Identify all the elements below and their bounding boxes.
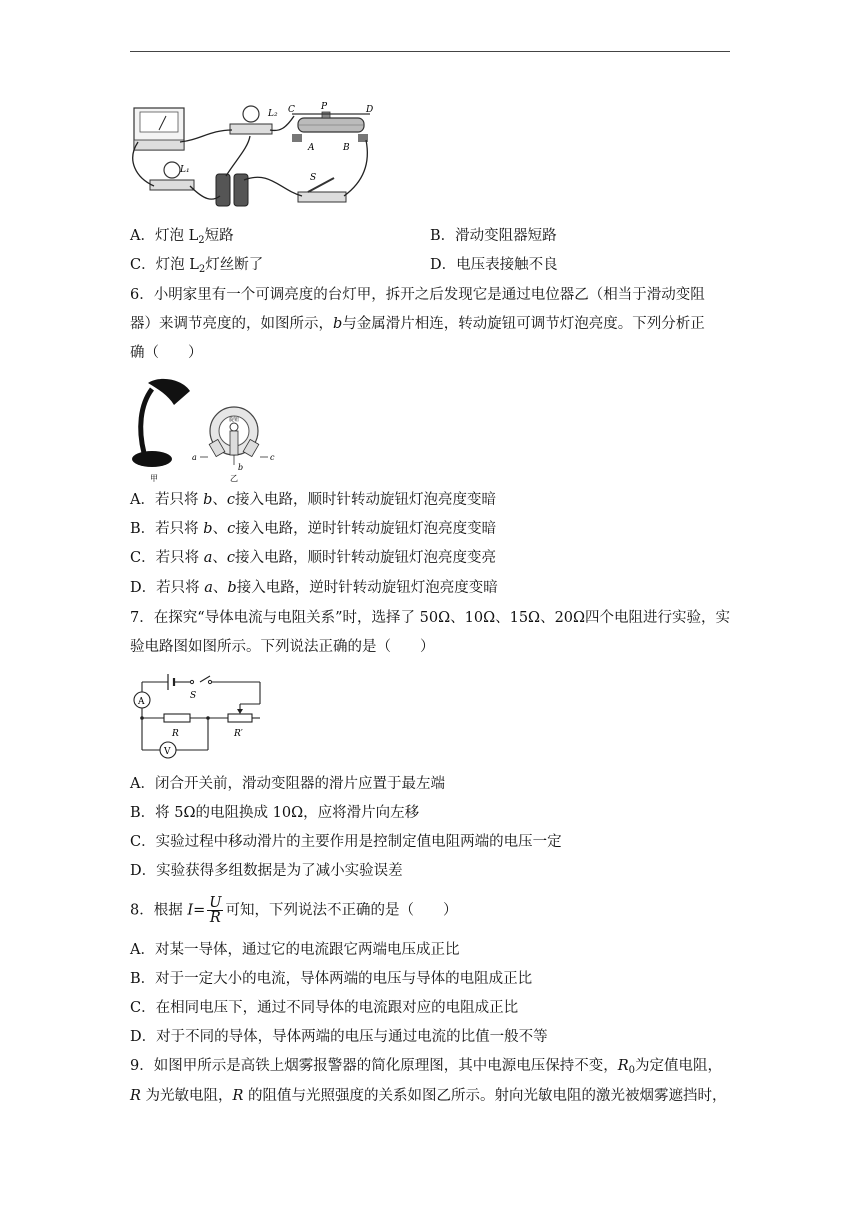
label-a-terminal: a bbox=[192, 453, 197, 462]
label-knob: 旋钮 bbox=[229, 417, 240, 423]
q7-circuit-diagram bbox=[130, 668, 270, 768]
q8-option-d: D．对于不同的导体，导体两端的电压与通过电流的比值一般不等 bbox=[130, 1029, 548, 1045]
q9-stem-line1: 9．如图甲所示是高铁上烟雾报警器的简化原理图，其中电源电压保持不变，$R_0$为定值电阻， bbox=[130, 1058, 723, 1076]
label-rheostat: R′ bbox=[234, 729, 243, 739]
label-switch: S bbox=[190, 691, 197, 701]
header-rule bbox=[130, 51, 730, 52]
q8-option-a: A．对某一导体，通过它的电流跟它两端电压成正比 bbox=[130, 942, 460, 958]
q6-option-c: C．若只将 a、c接入电路，顺时针转动旋钮灯泡亮度变亮 bbox=[130, 550, 496, 566]
switch-icon bbox=[298, 192, 346, 202]
label-c: C bbox=[288, 105, 295, 115]
q5-option-a: A．灯泡 $L_2$短路 bbox=[130, 228, 234, 246]
label-p: P bbox=[321, 102, 328, 112]
q5-option-b: B．滑动变阻器短路 bbox=[430, 228, 557, 244]
q7-option-d: D．实验获得多组数据是为了减小实验误差 bbox=[130, 863, 403, 879]
resistor-symbol bbox=[164, 714, 190, 722]
label-jia: 甲 bbox=[150, 474, 158, 483]
q6-option-d: D．若只将 a、b接入电路，逆时针转动旋钮灯泡亮度变暗 bbox=[130, 580, 498, 596]
label-yi: 乙 bbox=[230, 474, 238, 483]
q6-option-b: B．若只将 b、c接入电路，逆时针转动旋钮灯泡亮度变暗 bbox=[130, 521, 497, 537]
potentiometer-icon bbox=[200, 407, 268, 465]
label-ammeter: A bbox=[138, 697, 145, 707]
q5-option-c: C．灯泡 $L_2$灯丝断了 bbox=[130, 257, 264, 275]
label-a: A bbox=[308, 143, 315, 153]
q7-stem-line2: 验电路图如图所示。下列说法正确的是（ ） bbox=[130, 639, 435, 655]
label-b-terminal: b bbox=[238, 463, 244, 472]
q6-stem-line3: 确（ ） bbox=[130, 345, 203, 361]
label-c-terminal: c bbox=[270, 453, 275, 462]
label-b: B bbox=[343, 143, 350, 153]
q6-stem-line2: 器）来调节亮度的，如图所示，b与金属滑片相连，转动旋钮可调节灯泡亮度。下列分析正 bbox=[130, 316, 705, 332]
q6-lamp-figure bbox=[130, 375, 280, 485]
label-s: S bbox=[310, 173, 317, 183]
rheostat-symbol bbox=[228, 714, 252, 722]
label-d: D bbox=[366, 105, 374, 115]
switch-symbol bbox=[190, 680, 193, 683]
q9-stem-line2: R 为光敏电阻，R 的阻值与光照强度的关系如图乙所示。射向光敏电阻的激光被烟雾遮挡时， bbox=[130, 1088, 727, 1104]
q5-option-d: D．电压表接触不良 bbox=[430, 257, 558, 273]
q8-stem: 8．根据 I= $\frac{U}{R}$ 可知，下列说法不正确的是（ ） bbox=[130, 895, 458, 926]
label-l1: L₁ bbox=[180, 165, 190, 175]
battery-icon bbox=[216, 174, 230, 206]
label-voltmeter: V bbox=[164, 747, 171, 757]
q6-stem-line1: 6．小明家里有一个可调亮度的台灯甲，拆开之后发现它是通过电位器乙（相当于滑动变阻 bbox=[130, 287, 705, 303]
q8-option-c: C．在相同电压下，通过不同导体的电流跟对应的电阻成正比 bbox=[130, 1000, 519, 1016]
q6-option-a: A．若只将 b、c接入电路，顺时针转动旋钮灯泡亮度变暗 bbox=[130, 492, 497, 508]
label-l2: L₂ bbox=[268, 109, 278, 119]
bulb-l1-icon bbox=[164, 162, 180, 178]
label-resistor: R bbox=[172, 729, 179, 739]
q7-stem-line1: 7．在探究“导体电流与电阻关系”时，选择了 50Ω、10Ω、15Ω、20Ω四个电阻进行实验，实 bbox=[130, 610, 731, 626]
bulb-l2-icon bbox=[243, 106, 259, 122]
q8-option-b: B．对于一定大小的电流，导体两端的电压与导体的电阻成正比 bbox=[130, 971, 533, 987]
ohms-law-fraction: $\frac{U}{R}$ bbox=[209, 895, 222, 926]
desk-lamp-icon bbox=[132, 379, 190, 467]
q7-option-b: B．将 5Ω的电阻换成 10Ω，应将滑片向左移 bbox=[130, 805, 420, 821]
q7-option-c: C．实验过程中移动滑片的主要作用是控制定值电阻两端的电压一定 bbox=[130, 834, 562, 850]
q7-option-a: A．闭合开关前，滑动变阻器的滑片应置于最左端 bbox=[130, 776, 445, 792]
q5-circuit-figure bbox=[130, 100, 375, 212]
